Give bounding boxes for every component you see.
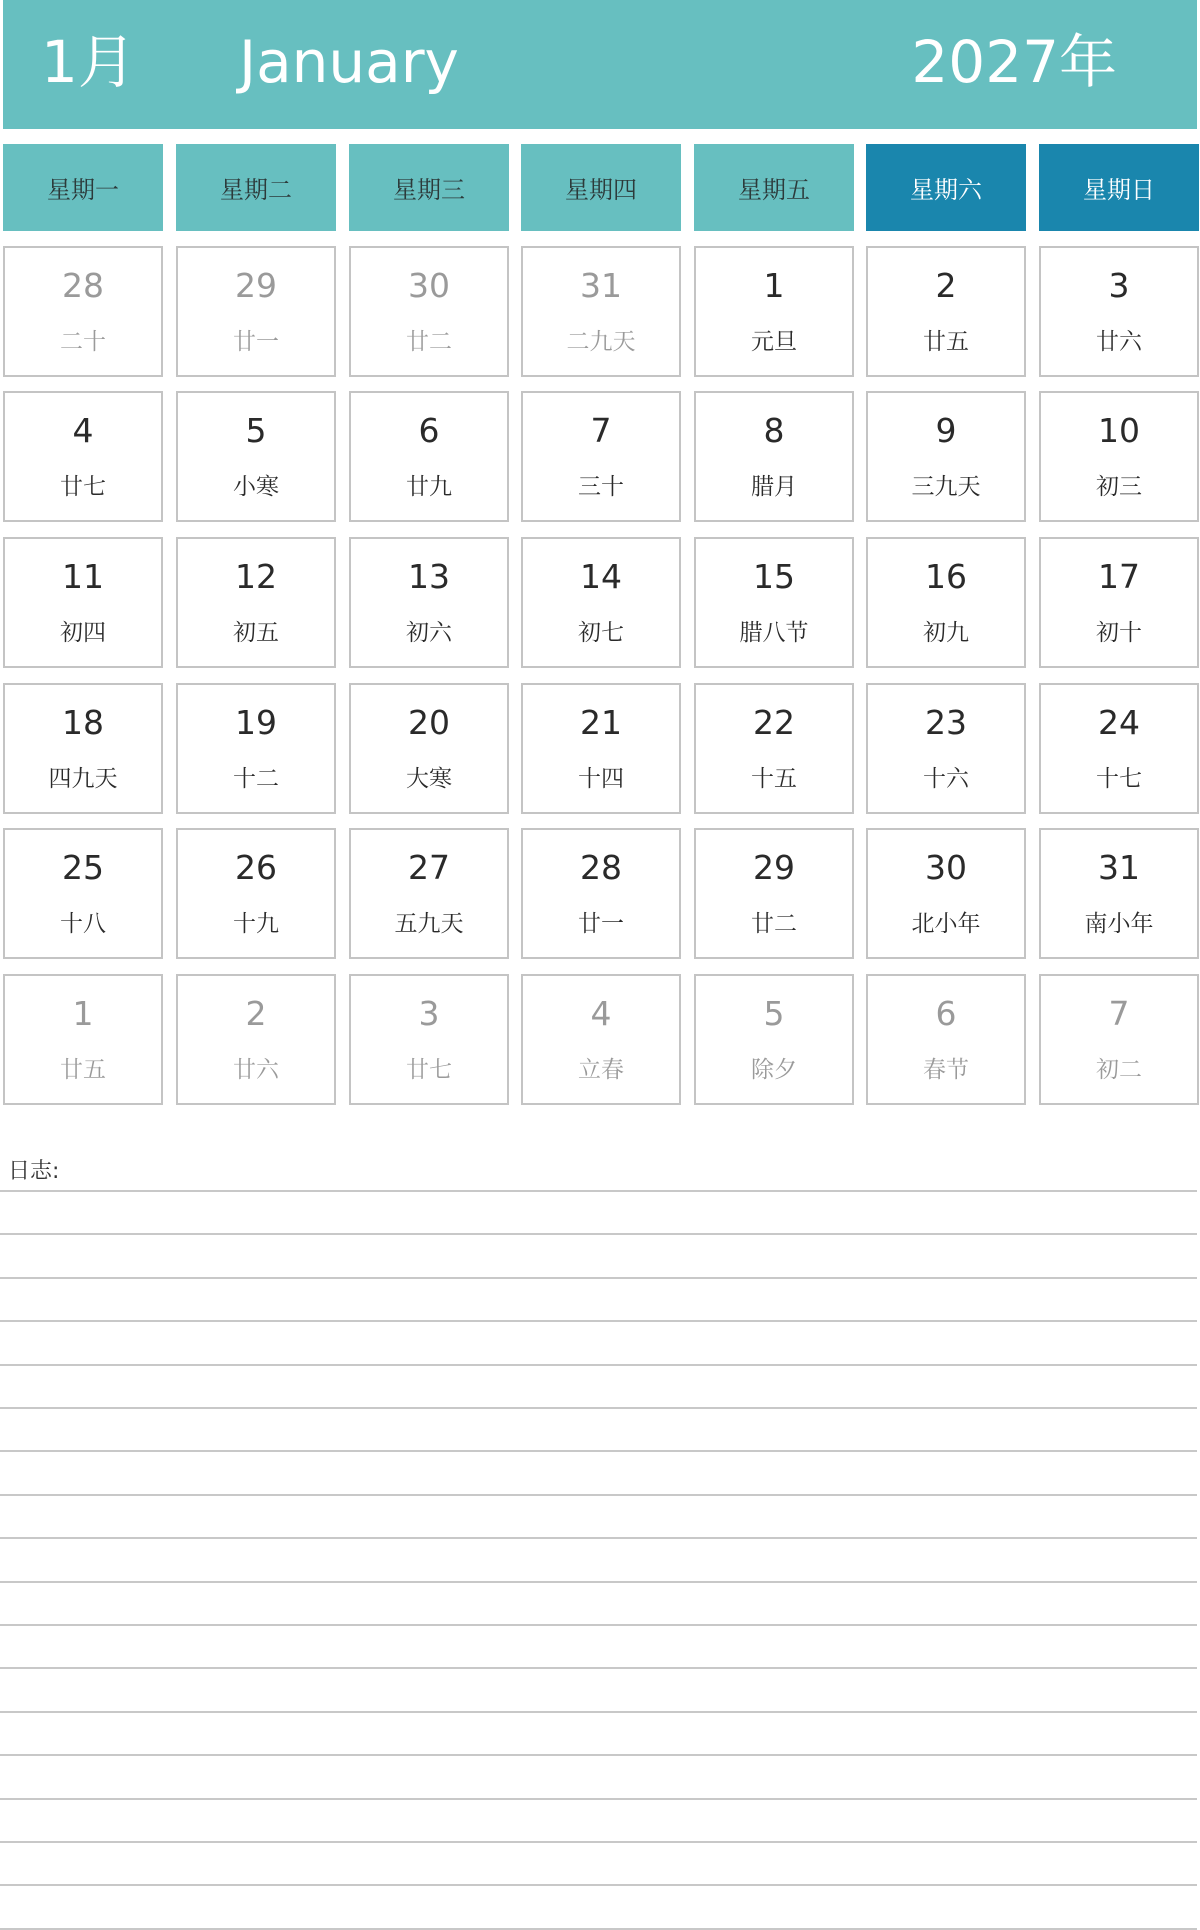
note-line[interactable] [0,1320,1197,1322]
day-number: 27 [408,848,450,887]
lunar-date: 初十 [1096,620,1142,646]
lunar-date: 二九天 [566,329,636,355]
month-number: 1月 [41,28,136,96]
day-cell[interactable] [521,537,681,668]
day-number: 4 [590,994,612,1033]
day-cell[interactable] [1039,537,1199,668]
day-number: 31 [580,266,622,305]
day-cell[interactable] [176,391,336,522]
weekday-header: 星期六 [866,144,1026,231]
note-line[interactable] [0,1494,1197,1496]
day-cell[interactable] [694,391,854,522]
day-cell[interactable] [866,828,1026,959]
note-line[interactable] [0,1798,1197,1800]
note-line[interactable] [0,1450,1197,1452]
day-cell[interactable] [3,246,163,377]
note-line[interactable] [0,1364,1197,1366]
lunar-date: 廿五 [923,329,969,355]
day-cell[interactable] [176,683,336,814]
day-cell[interactable] [349,391,509,522]
day-number: 21 [580,703,622,742]
lunar-date: 十七 [1096,766,1142,792]
day-cell[interactable] [694,537,854,668]
lunar-date: 初三 [1096,474,1142,500]
day-number: 5 [763,994,785,1033]
lunar-date: 十五 [751,766,797,792]
note-line[interactable] [0,1624,1197,1626]
day-cell[interactable] [349,974,509,1105]
day-number: 15 [753,557,795,596]
month-name: January [239,28,459,96]
day-cell[interactable] [521,391,681,522]
day-number: 1 [72,994,94,1033]
day-cell[interactable] [1039,828,1199,959]
day-number: 23 [925,703,967,742]
day-cell[interactable] [521,828,681,959]
day-cell[interactable] [521,246,681,377]
day-number: 28 [580,848,622,887]
day-number: 22 [753,703,795,742]
day-number: 28 [62,266,104,305]
lunar-date: 大寒 [406,766,452,792]
lunar-date: 廿九 [406,474,452,500]
day-cell[interactable] [1039,683,1199,814]
day-number: 31 [1098,848,1140,887]
day-cell[interactable] [694,683,854,814]
day-cell[interactable] [521,974,681,1105]
weekday-header: 星期五 [694,144,854,231]
lunar-date: 廿一 [578,911,624,937]
day-cell[interactable] [694,828,854,959]
lunar-date: 初五 [233,620,279,646]
note-line[interactable] [0,1711,1197,1713]
day-cell[interactable] [866,683,1026,814]
lunar-date: 五九天 [394,911,464,937]
day-number: 9 [935,411,957,450]
lunar-date: 南小年 [1084,911,1154,937]
day-number: 25 [62,848,104,887]
day-cell[interactable] [176,828,336,959]
day-cell[interactable] [866,974,1026,1105]
lunar-date: 立春 [578,1057,624,1083]
note-line[interactable] [0,1754,1197,1756]
lunar-date: 初六 [406,620,452,646]
day-number: 4 [72,411,94,450]
lunar-date: 三九天 [911,474,981,500]
note-line[interactable] [0,1407,1197,1409]
lunar-date: 廿二 [406,329,452,355]
notes-label: 日志: [8,1159,60,1184]
day-number: 10 [1098,411,1140,450]
note-line[interactable] [0,1581,1197,1583]
note-line[interactable] [0,1928,1197,1930]
lunar-date: 除夕 [751,1057,797,1083]
day-number: 8 [763,411,785,450]
day-cell[interactable] [694,974,854,1105]
day-cell[interactable] [349,683,509,814]
lunar-date: 北小年 [911,911,981,937]
day-cell[interactable] [694,246,854,377]
note-line[interactable] [0,1277,1197,1279]
weekday-header: 星期四 [521,144,681,231]
day-number: 12 [235,557,277,596]
day-cell[interactable] [176,537,336,668]
note-line[interactable] [0,1190,1197,1192]
lunar-date: 三十 [578,474,624,500]
day-number: 11 [62,557,104,596]
day-number: 7 [1108,994,1130,1033]
weekday-header: 星期三 [349,144,509,231]
lunar-date: 十九 [233,911,279,937]
note-line[interactable] [0,1537,1197,1539]
day-number: 7 [590,411,612,450]
lunar-date: 廿二 [751,911,797,937]
lunar-date: 廿六 [233,1057,279,1083]
lunar-date: 廿一 [233,329,279,355]
weekday-header: 星期二 [176,144,336,231]
day-number: 26 [235,848,277,887]
day-cell[interactable] [866,246,1026,377]
note-line[interactable] [0,1884,1197,1886]
day-number: 6 [935,994,957,1033]
day-number: 5 [245,411,267,450]
day-cell[interactable] [349,246,509,377]
day-number: 18 [62,703,104,742]
day-number: 13 [408,557,450,596]
day-cell[interactable] [3,537,163,668]
day-number: 29 [753,848,795,887]
day-cell[interactable] [3,828,163,959]
day-cell[interactable] [176,246,336,377]
day-number: 2 [935,266,957,305]
year-label: 2027年 [911,28,1117,96]
day-number: 19 [235,703,277,742]
note-line[interactable] [0,1841,1197,1843]
month-header [3,0,1197,129]
lunar-date: 腊八节 [739,620,809,646]
day-cell[interactable] [521,683,681,814]
lunar-date: 初九 [923,620,969,646]
day-number: 30 [925,848,967,887]
day-number: 16 [925,557,967,596]
day-number: 3 [1108,266,1130,305]
lunar-date: 十六 [923,766,969,792]
day-number: 6 [418,411,440,450]
lunar-date: 二十 [60,329,106,355]
day-cell[interactable] [866,537,1026,668]
lunar-date: 十八 [60,911,106,937]
day-number: 29 [235,266,277,305]
lunar-date: 元旦 [751,329,797,355]
lunar-date: 廿六 [1096,329,1142,355]
lunar-date: 腊月 [751,474,797,500]
day-number: 14 [580,557,622,596]
day-number: 2 [245,994,267,1033]
day-number: 30 [408,266,450,305]
lunar-date: 廿七 [406,1057,452,1083]
lunar-date: 小寒 [233,474,279,500]
day-cell[interactable] [866,391,1026,522]
day-cell[interactable] [1039,391,1199,522]
weekday-header: 星期一 [3,144,163,231]
day-number: 20 [408,703,450,742]
day-cell[interactable] [1039,246,1199,377]
lunar-date: 十二 [233,766,279,792]
lunar-date: 初二 [1096,1057,1142,1083]
lunar-date: 初七 [578,620,624,646]
day-cell[interactable] [3,683,163,814]
day-number: 3 [418,994,440,1033]
lunar-date: 廿五 [60,1057,106,1083]
lunar-date: 廿七 [60,474,106,500]
lunar-date: 春节 [923,1057,969,1083]
day-number: 24 [1098,703,1140,742]
day-cell[interactable] [176,974,336,1105]
lunar-date: 初四 [60,620,106,646]
weekday-header: 星期日 [1039,144,1199,231]
lunar-date: 四九天 [48,766,118,792]
day-cell[interactable] [1039,974,1199,1105]
day-cell[interactable] [3,974,163,1105]
lunar-date: 十四 [578,766,624,792]
note-line[interactable] [0,1667,1197,1669]
day-cell[interactable] [3,391,163,522]
day-cell[interactable] [349,828,509,959]
day-number: 17 [1098,557,1140,596]
day-number: 1 [763,266,785,305]
note-line[interactable] [0,1233,1197,1235]
day-cell[interactable] [349,537,509,668]
